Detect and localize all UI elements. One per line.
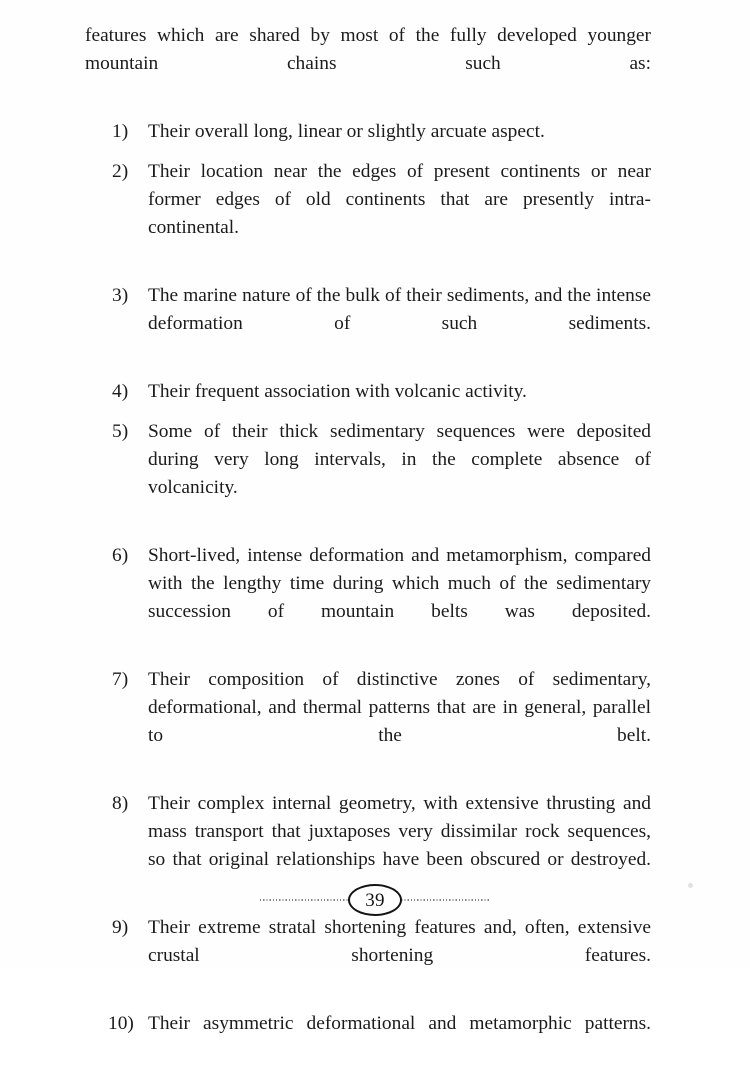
list-item-number: 10)	[108, 1013, 134, 1034]
list-item-number: 5)	[112, 421, 129, 442]
list-item	[85, 914, 651, 998]
list-item-number: 1)	[112, 121, 129, 142]
numbered-list	[85, 118, 651, 1066]
list-item	[85, 282, 651, 366]
list-item-text: Their frequent association with volcanic activity.	[148, 381, 527, 402]
list-item	[85, 378, 651, 406]
list-item-text: Their asymmetric deformational and metamorphic patterns.	[148, 1013, 651, 1034]
list-item	[85, 1010, 651, 1066]
list-item-number: 6)	[112, 545, 129, 566]
list-item	[85, 118, 651, 146]
footer-rule-left-icon	[260, 898, 352, 902]
list-item-text: Short-lived, intense deformation and metamorphism, compared with the lengthy time during which much of the sedimentary succession of mountain belts was deposited.	[148, 545, 651, 622]
list-item-text: Their overall long, linear or slightly arcuate aspect.	[148, 121, 545, 142]
list-item	[85, 158, 651, 270]
list-item-text: Their composition of distinctive zones of sedimentary, deformational, and thermal patterns that are in general, parallel to the belt.	[148, 669, 651, 746]
list-item-number: 3)	[112, 285, 129, 306]
page-number-label: 39	[365, 889, 385, 911]
page-footer	[0, 884, 750, 916]
list-item-text: Their location near the edges of present continents or near former edges of old continents that are presently intra-continental.	[148, 161, 651, 238]
list-item-text: Their complex internal geometry, with extensive thrusting and mass transport that juxtaposes very dissimilar rock sequences, so that original relationships have been obscured or destroyed.	[148, 793, 651, 870]
list-item-text: Their extreme stratal shortening features and, often, extensive crustal shortening features.	[148, 917, 651, 966]
footer-rule-right-icon	[398, 898, 490, 902]
list-item-number: 7)	[112, 669, 129, 690]
list-item-number: 8)	[112, 793, 129, 814]
scan-artifact-speck	[688, 883, 693, 888]
list-item	[85, 542, 651, 654]
list-item-number: 4)	[112, 381, 129, 402]
list-item-text: The marine nature of the bulk of their sediments, and the intense deformation of such sediments.	[148, 285, 651, 334]
list-item	[85, 418, 651, 530]
list-item-text: Some of their thick sedimentary sequences were deposited during very long intervals, in the complete absence of volcanicity.	[148, 421, 651, 498]
page-number-badge	[348, 884, 402, 916]
intro-paragraph: features which are shared by most of the fully developed younger mountain chains such as:	[85, 25, 651, 74]
list-item	[85, 666, 651, 778]
list-item-number: 9)	[112, 917, 129, 938]
list-item-number: 2)	[112, 161, 129, 182]
